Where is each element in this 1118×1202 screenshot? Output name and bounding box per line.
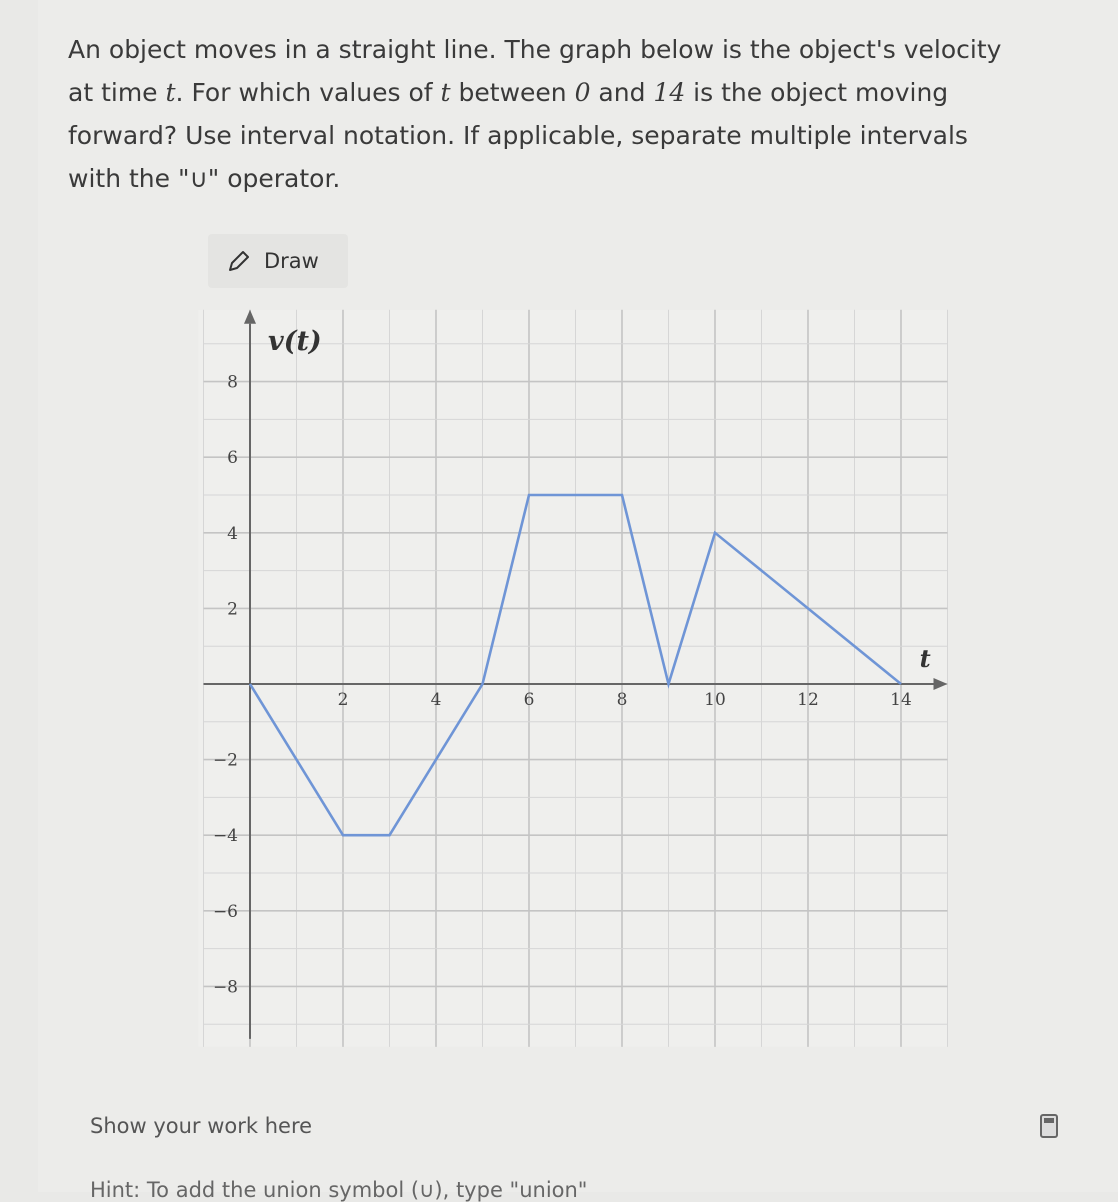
y-tick-label: 6: [227, 448, 238, 468]
question-line: forward? Use interval notation. If applicable, separate multiple intervals: [68, 114, 1068, 157]
plot-area: [199, 310, 948, 1047]
y-tick-label: 8: [227, 373, 238, 393]
y-tick-label: 2: [227, 599, 238, 619]
x-tick-label: 14: [890, 690, 912, 710]
x-tick-label: 4: [431, 690, 442, 710]
y-tick-label: 4: [227, 524, 238, 544]
y-tick-label: −2: [213, 751, 238, 771]
y-tick-label: −6: [213, 902, 238, 922]
hint-text: Hint: To add the union symbol (∪), type "union": [90, 1178, 587, 1202]
question-line: An object moves in a straight line. The graph below is the object's velocity: [68, 28, 1068, 71]
x-tick-label: 6: [524, 690, 535, 710]
calculator-icon[interactable]: [1040, 1114, 1058, 1138]
x-tick-label: 8: [617, 690, 628, 710]
draw-button-label: Draw: [264, 249, 319, 273]
x-tick-label: 2: [338, 690, 349, 710]
question-line: at time t. For which values of t between 0 and 14 is the object moving: [68, 71, 1068, 114]
question-line: with the "∪" operator.: [68, 157, 1068, 200]
x-tick-label: 10: [704, 690, 726, 710]
y-tick-label: −8: [213, 977, 238, 997]
show-work-label[interactable]: Show your work here: [90, 1114, 312, 1138]
x-tick-label: 12: [797, 690, 819, 710]
x-axis-label: t: [920, 644, 931, 673]
y-tick-label: −4: [213, 826, 238, 846]
y-axis-label: v(t): [268, 326, 322, 357]
